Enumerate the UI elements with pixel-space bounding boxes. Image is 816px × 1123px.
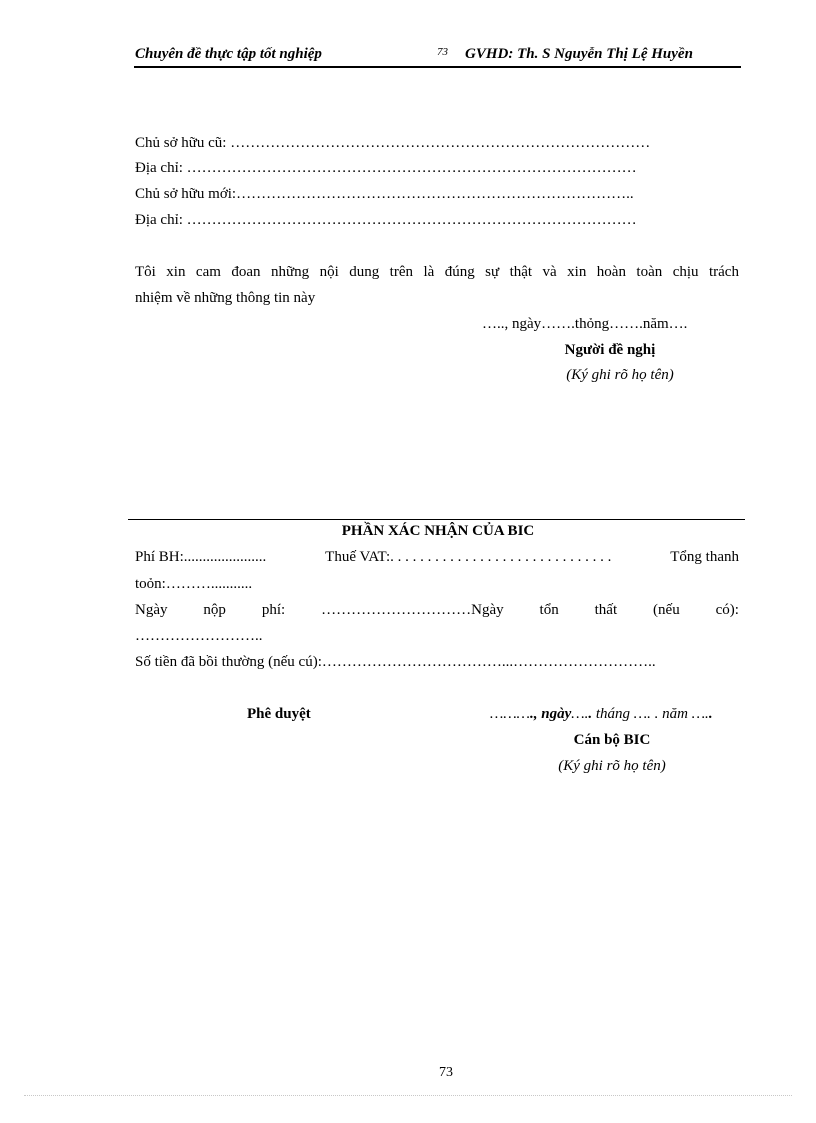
payment-row-word: Ngày: [135, 602, 168, 618]
date-part: . năm: [650, 706, 688, 722]
loss-date-continuation: ……………………..: [135, 628, 263, 644]
total-payment-continuation: toỏn:………...........: [135, 576, 253, 592]
page-bottom-edge: [24, 1095, 792, 1096]
declaration-word: xin: [166, 264, 186, 280]
fee-row: [135, 549, 739, 566]
new-address-field: Địa chỉ: ………………………………………………………………………………: [135, 212, 637, 228]
declaration-word: cam: [195, 264, 221, 280]
declaration-word: Tôi: [135, 264, 156, 280]
bic-section-title: PHẦN XÁC NHẬN CỦA BIC: [341, 523, 535, 539]
date-part: ….: [687, 706, 709, 722]
payment-row-word: (nếu: [653, 602, 680, 618]
header-supervisor: GVHD: Th. S Nguyễn Thị Lệ Huyền: [465, 46, 693, 62]
new-owner-field: Chủ sở hữu mới:……………………………………………………………………..: [135, 186, 634, 202]
footer-page-number: 73: [439, 1065, 453, 1080]
payment-row-word: …………………………Ngày: [321, 602, 504, 618]
date-part: tháng: [592, 706, 631, 722]
declaration-word: đoan: [231, 264, 261, 280]
declaration-line-2: nhiệm về những thông tin này: [135, 290, 316, 306]
section-divider: [128, 519, 745, 520]
declaration-word: những: [270, 264, 310, 280]
payment-row-word: nộp: [203, 602, 226, 618]
declaration-word: và: [542, 264, 557, 280]
officer-note: (Ký ghi rõ họ tên): [558, 758, 666, 774]
payment-row-word: tổn: [539, 602, 559, 618]
date-part: ., ngày: [530, 706, 572, 722]
total-payment-label: Tổng thanh: [670, 549, 739, 565]
declaration-word: hoàn: [596, 264, 626, 280]
date-part: ….: [630, 706, 651, 722]
date-part: .: [708, 706, 713, 722]
payment-row-word: thất: [594, 602, 618, 618]
signer-title: Người đề nghị: [564, 342, 656, 358]
header-rule: [134, 66, 741, 68]
signer-note: (Ký ghi rõ họ tên): [566, 367, 674, 383]
approve-label: Phê duyệt: [247, 706, 311, 722]
date-part: .: [588, 706, 593, 722]
premium-field: Phí BH:......................: [135, 549, 267, 565]
date-part: ….: [571, 706, 589, 722]
old-owner-field: Chủ sở hữu cũ: …………………………………………………………………………: [135, 135, 651, 151]
vat-field: Thuế VAT:. . . . . . . . . . . . . . . . . . . . . . . . . . . . . .: [325, 549, 612, 565]
declaration-word: đúng: [444, 264, 475, 280]
compensation-field: Số tiền đã bồi thường (nếu cú):………………………………...………………………..: [135, 654, 656, 670]
declaration-word: xin: [567, 264, 587, 280]
declaration-word: trên: [389, 264, 413, 280]
declaration-word: dung: [349, 264, 380, 280]
header-page-number: 73: [437, 46, 448, 58]
bic-date-line: [490, 706, 713, 723]
declaration-word: trách: [708, 264, 739, 280]
declaration-word: toàn: [636, 264, 663, 280]
declaration-line-1: [135, 264, 739, 281]
declaration-word: sự: [485, 264, 500, 280]
payment-row-word: có):: [715, 602, 739, 618]
declaration-word: chịu: [672, 264, 699, 280]
old-address-field: Địa chỉ: ………………………………………………………………………………: [135, 160, 637, 176]
officer-title: Cán bộ BIC: [573, 732, 651, 748]
declaration-word: là: [423, 264, 435, 280]
payment-date-row: [135, 602, 739, 619]
header-left-title: Chuyên đề thực tập tốt nghiệp: [135, 46, 322, 62]
payment-row-word: phí:: [261, 602, 286, 618]
declaration-word: nội: [319, 264, 339, 280]
declaration-word: thật: [509, 264, 533, 280]
date-part: ………: [490, 706, 531, 722]
declaration-date-line: ….., ngày…….thỏng…….năm….: [482, 316, 688, 332]
